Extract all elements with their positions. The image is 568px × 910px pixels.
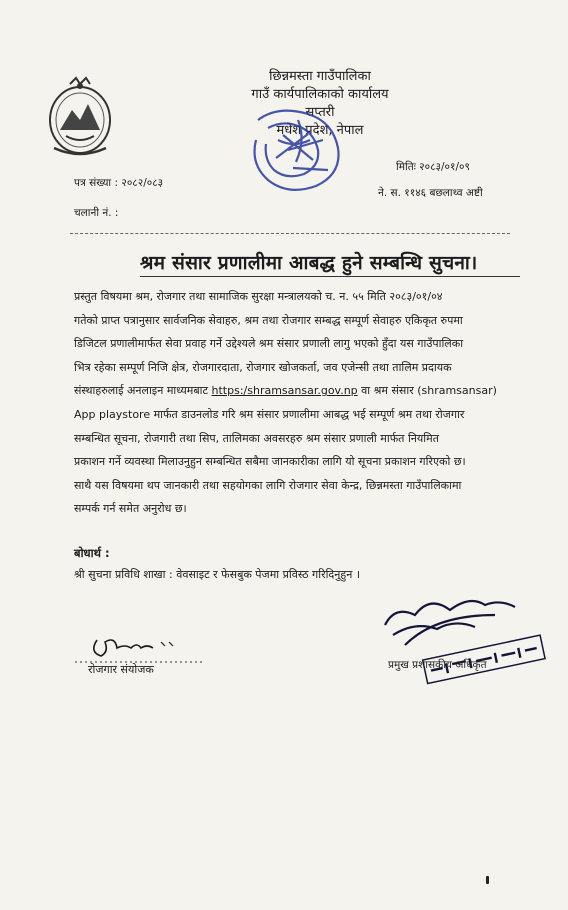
- body-line: प्रस्तुत विषयमा श्रम, रोजगार तथा सामाजिक सुरक्षा मन्त्रालयको च. न. ५५ मिति २०८३/०१/०४: [74, 290, 443, 303]
- ink-mark: [486, 876, 489, 884]
- municipality-name: छिन्नमस्ता गाउँपालिका: [269, 69, 371, 84]
- coordinator-title: रोजगार संयोजक: [88, 663, 154, 676]
- body-line: साथै यस विषयमा थप जानकारी तथा सहयोगका लागि रोजगार सेवा केन्द्र, छिन्नमस्ता गाउँपालिकामा: [74, 478, 462, 492]
- body-line: गतेको प्राप्त पत्रानुसार सार्वजनिक सेवाहरु, श्रम तथा रोजगार सम्बद्ध सम्पूर्ण सेवाहरु एकिकृत रुपमा: [74, 313, 463, 327]
- notice-title: श्रम संसार प्रणालीमा आबद्ध हुने सम्बन्धि सुचना।: [140, 252, 478, 274]
- officer-title: प्रमुख प्रशासकीय अधिकृत: [388, 659, 487, 671]
- header-divider: [70, 233, 510, 234]
- officer-signature-icon: [375, 585, 550, 705]
- dispatch-number: चलानी नं. :: [74, 207, 119, 219]
- body-line: प्रकाशन गर्ने व्यवस्था मिलाउनुहुन सम्बन्धित सबैमा जानकारीका लागि यो सूचना प्रकाशन गरिएको छ।: [74, 455, 466, 469]
- nepal-emblem-icon: [46, 74, 114, 158]
- body-line: भित्र रहेका सम्पूर्ण निजि क्षेत्र, रोजगारदाता, रोजगार खोजकर्ता, जव एजेन्सी तथा तालिम प्रदायक: [74, 360, 452, 374]
- notice-body: [74, 285, 556, 521]
- district-name: सप्तरी: [305, 105, 335, 120]
- body-line: सम्बन्धित सूचना, रोजगारी तथा सिप, तालिमका अवसरहरु श्रम संसार प्रणाली मार्फत नियमित: [74, 431, 439, 445]
- body-line: App playstore मार्फत डाउनलोड गरि श्रम संसार प्रणालीमा आबद्ध भई सम्पूर्ण श्रम तथा रोजगार: [74, 407, 465, 421]
- title-underline: [140, 276, 520, 277]
- letter-date: मितिः २०८३/०१/०९: [396, 161, 470, 173]
- cc-heading: बोधार्थ :: [74, 546, 110, 560]
- body-line-text: वा श्रम संसार (shramsansar): [357, 384, 497, 398]
- body-line: [74, 379, 556, 403]
- body-line: सम्पर्क गर्न समेत अनुरोध छ।: [74, 502, 187, 516]
- province-name: मधेश प्रदेश, नेपाल: [276, 123, 364, 138]
- body-line-text: संस्थाहरुलाई अनलाइन माध्यमबाट: [74, 384, 212, 398]
- letter-number: पत्र संख्या : २०८२/०८३: [74, 177, 164, 189]
- cc-recipient: श्री सुचना प्रविधि शाखा : वेवसाइट र फेसबुक पेजमा प्रविस्ठ गरिदिनुहुन ।: [74, 568, 360, 581]
- nepal-sambat-date: ने. स. ११४६ बछलाथ्व अष्टी: [378, 187, 483, 199]
- office-name: गाउँ कार्यपालिकाको कार्यालय: [251, 87, 389, 102]
- body-line: डिजिटल प्रणालीमार्फत सेवा प्रवाह गर्ने उद्देश्यले श्रम संसार प्रणाली लागु भएको हुँदा यस गाउँपालिका: [74, 337, 464, 351]
- office-stamp-icon: [238, 100, 358, 195]
- shramsansar-link[interactable]: https:/shramsansar.gov.np: [211, 384, 358, 398]
